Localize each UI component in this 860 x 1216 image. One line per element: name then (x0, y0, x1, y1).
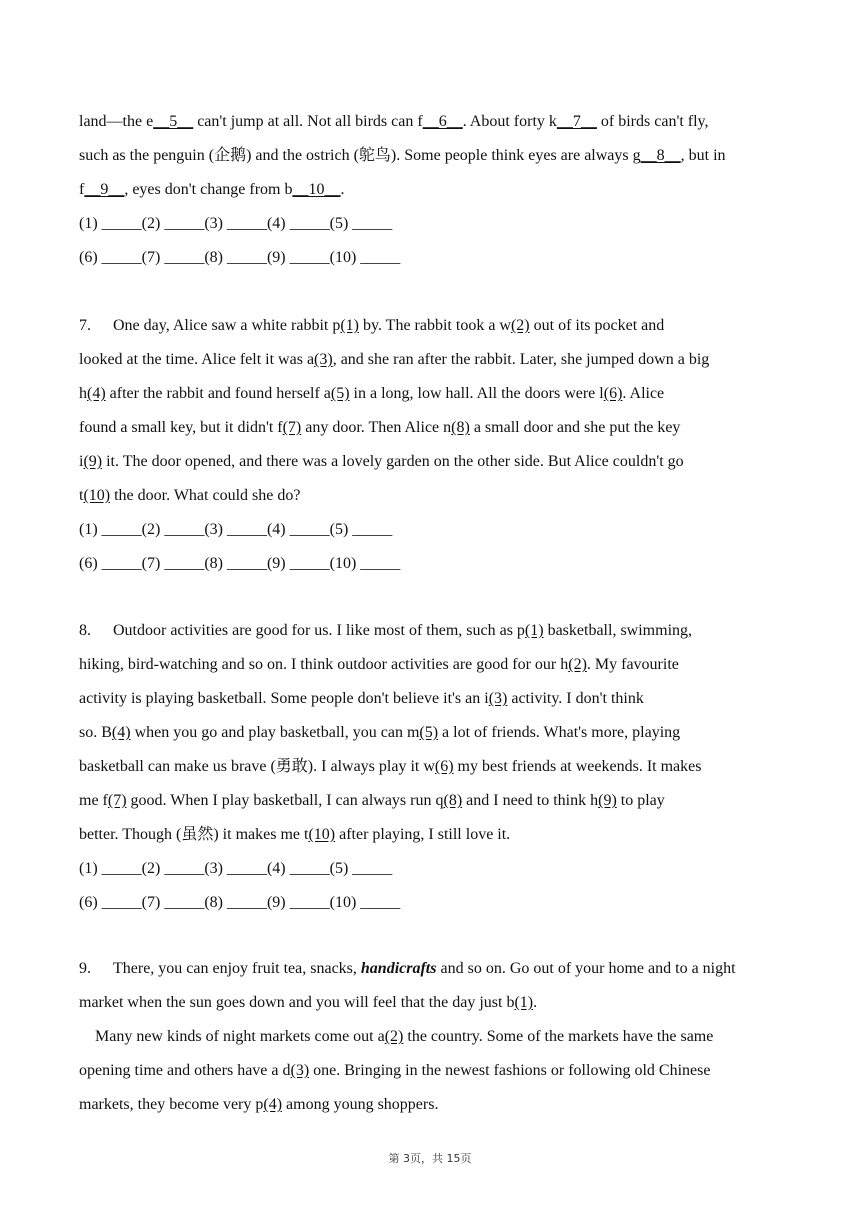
q9-line-3 (95, 1027, 815, 1047)
text: any door. Then Alice n (301, 419, 452, 436)
q8-line-5 (79, 757, 799, 777)
text: and so on. Go out of your home and to a night (436, 960, 736, 977)
text: a small door and she put the key (469, 419, 681, 436)
blank: (9) (598, 792, 617, 809)
text: . (533, 994, 538, 1011)
text: market when the sun goes down and you will feel that the day just b (79, 994, 515, 1011)
answer-row-1-5: (1) _____(2) _____(3) _____(4) _____(5) _____ (79, 521, 393, 538)
q7-line-4 (79, 418, 799, 438)
blank: (2) (510, 317, 530, 334)
blank-7: __7__ (556, 113, 597, 130)
blank-9: __9__ (84, 181, 125, 198)
text: basketball can make us brave (勇敢). I always play it w (79, 758, 435, 775)
blank: (1) (514, 994, 534, 1011)
blank-6: __6__ (422, 113, 463, 130)
text: i (79, 453, 84, 470)
text: can't jump at all. Not all birds can f (193, 113, 423, 130)
q7-line-5 (79, 452, 799, 472)
blank: (1) (340, 317, 359, 334)
text: to play (616, 792, 665, 809)
blank-5: __5__ (153, 113, 194, 130)
blank: (1) (524, 622, 544, 639)
blank: (7) (107, 792, 127, 809)
blank: (3) (314, 351, 333, 368)
text: t (79, 487, 84, 504)
text: , eyes don't change from b (124, 181, 293, 198)
text: so. B (79, 724, 112, 741)
q8-line-7 (79, 825, 799, 845)
text: of birds can't fly, (596, 113, 709, 130)
question-number: 8. (79, 622, 91, 639)
text: a lot of friends. What's more, playing (438, 724, 681, 741)
text: by. The rabbit took a w (359, 317, 511, 334)
text: activity is playing basketball. Some people don't believe it's an i (79, 690, 489, 707)
text: . Alice (622, 385, 665, 402)
q8-line-1 (79, 621, 799, 641)
blank: (4) (111, 724, 131, 741)
text: f (79, 181, 85, 198)
blank: (6) (603, 385, 623, 402)
blank: (8) (443, 792, 463, 809)
q9-line-4 (79, 1061, 799, 1081)
blank: (10) (83, 487, 111, 504)
text: opening time and others have a d (79, 1062, 291, 1079)
p6-line-3 (79, 180, 799, 200)
blank: (9) (83, 453, 103, 470)
blank: (2) (568, 656, 587, 673)
q7-line-3 (79, 384, 799, 404)
blank: (3) (290, 1062, 310, 1079)
text: good. When I play basketball, I can always run q (126, 792, 444, 809)
text: . (340, 181, 345, 198)
blank: (8) (451, 419, 470, 436)
answer-row-6-10: (6) _____(7) _____(8) _____(9) _____(10) _____ (79, 555, 401, 572)
text: when you go and play basketball, you can m (130, 724, 420, 741)
text: hiking, bird-watching and so on. I think outdoor activities are good for our h (79, 656, 569, 673)
text: one. Bringing in the newest fashions or following old Chinese (309, 1062, 711, 1079)
answer-row-1-5: (1) _____(2) _____(3) _____(4) _____(5) _____ (79, 215, 393, 232)
text: . About forty k (462, 113, 557, 130)
text: Many new kinds of night markets come out a (95, 1028, 385, 1045)
text: after playing, I still love it. (335, 826, 511, 843)
blank: (4) (87, 385, 106, 402)
q9-line-5 (79, 1095, 799, 1115)
blank: (10) (308, 826, 336, 843)
text: land—the e (79, 113, 154, 130)
emphasized-word: handicrafts (360, 960, 437, 977)
blank: (5) (419, 724, 439, 741)
q7-line-2 (79, 350, 799, 370)
q9-line-2 (79, 993, 799, 1013)
text: basketball, swimming, (543, 622, 693, 639)
q8-line-3 (79, 689, 799, 709)
page-footer: 第 3页，共 15页 (388, 1152, 472, 1165)
text: , but in (680, 147, 726, 164)
text: One day, Alice saw a white rabbit p (113, 317, 341, 334)
answer-row-6-10: (6) _____(7) _____(8) _____(9) _____(10) _____ (79, 894, 401, 911)
text: looked at the time. Alice felt it was a (79, 351, 315, 368)
text: the door. What could she do? (110, 487, 301, 504)
question-number: 7. (79, 317, 91, 334)
blank: (6) (434, 758, 454, 775)
text: markets, they become very p (79, 1096, 264, 1113)
text: activity. I don't think (507, 690, 644, 707)
text: the country. Some of the markets have the same (403, 1028, 714, 1045)
blank-10: __10__ (292, 181, 341, 198)
text: such as the penguin (企鹅) and the ostrich (鸵鸟). Some people think eyes are always g (79, 147, 641, 164)
q8-line-4 (79, 723, 799, 743)
text: and I need to think h (462, 792, 599, 809)
question-number: 9. (79, 960, 91, 977)
q9-line-1 (79, 959, 799, 979)
text: Outdoor activities are good for us. I like most of them, such as p (113, 622, 525, 639)
text: my best friends at weekends. It makes (453, 758, 702, 775)
answer-row-6-10: (6) _____(7) _____(8) _____(9) _____(10) _____ (79, 249, 401, 266)
q8-line-2 (79, 655, 799, 675)
text: out of its pocket and (529, 317, 665, 334)
text: me f (79, 792, 108, 809)
p6-line-2 (79, 146, 799, 166)
blank: (7) (282, 419, 302, 436)
text: There, you can enjoy fruit tea, snacks, (113, 960, 361, 977)
text: better. Though (虽然) it makes me t (79, 826, 309, 843)
q8-line-6 (79, 791, 799, 811)
text: , and she ran after the rabbit. Later, she jumped down a big (332, 351, 710, 368)
text: found a small key, but it didn't f (79, 419, 283, 436)
blank: (3) (488, 690, 508, 707)
blank: (5) (330, 385, 350, 402)
blank: (2) (384, 1028, 404, 1045)
text: after the rabbit and found herself a (105, 385, 331, 402)
text: in a long, low hall. All the doors were l (349, 385, 604, 402)
text: . My favourite (586, 656, 679, 673)
text: among young shoppers. (282, 1096, 439, 1113)
text: h (79, 385, 87, 402)
p6-line-1 (79, 112, 799, 132)
blank-8: __8__ (640, 147, 681, 164)
q7-line-1 (79, 316, 799, 336)
q7-line-6 (79, 486, 799, 506)
blank: (4) (263, 1096, 283, 1113)
answer-row-1-5: (1) _____(2) _____(3) _____(4) _____(5) _____ (79, 860, 393, 877)
text: it. The door opened, and there was a lovely garden on the other side. But Alice couldn't go (102, 453, 684, 470)
